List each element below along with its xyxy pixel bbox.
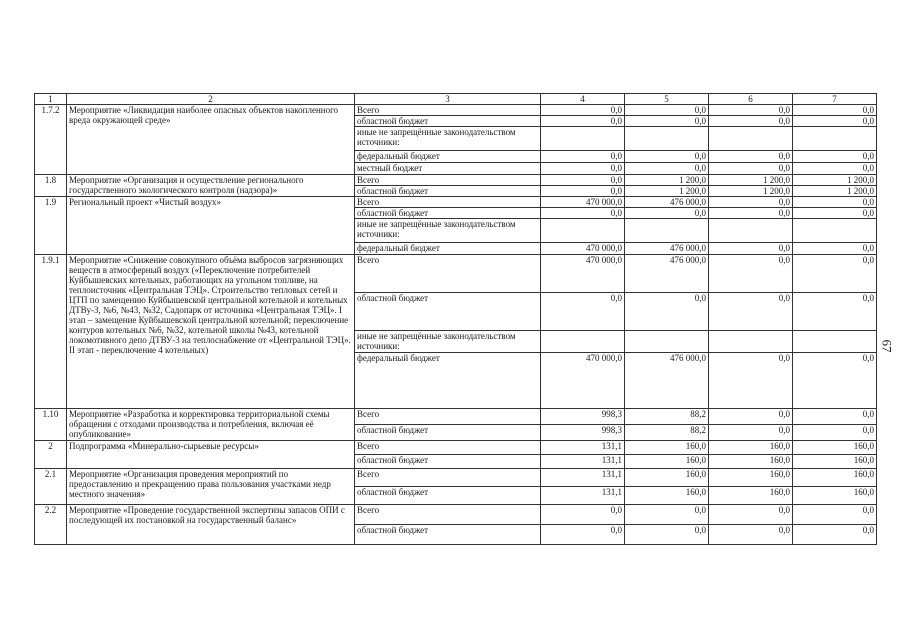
amount-cell: 476 000,0	[625, 255, 709, 293]
amount-cell: 160,0	[793, 469, 877, 487]
amount-cell: 0,0	[709, 409, 793, 425]
amount-cell: 0,0	[709, 425, 793, 441]
item-number: 1.8	[35, 175, 67, 197]
item-name: Мероприятие «Разработка и корректировка территориальной схемы обращения с отходами производства и потребления, включая её опубликование»	[67, 409, 355, 441]
amount-cell: 1 200,0	[625, 186, 709, 197]
amount-cell: 0,0	[793, 151, 877, 163]
amount-cell: 0,0	[625, 116, 709, 127]
amount-cell: 0,0	[541, 186, 625, 197]
header-cell: 6	[709, 94, 793, 105]
item-name: Мероприятие «Ликвидация наиболее опасных объектов накопленного вреда окружающей среде»	[67, 105, 355, 175]
amount-cell: 0,0	[709, 151, 793, 163]
amount-cell: 0,0	[793, 243, 877, 255]
funding-source: областной бюджет	[355, 208, 541, 219]
amount-cell: 0,0	[793, 505, 877, 525]
amount-cell: 160,0	[625, 487, 709, 505]
amount-cell: 1 200,0	[793, 186, 877, 197]
amount-cell: 470 000,0	[541, 255, 625, 293]
amount-cell: 160,0	[793, 487, 877, 505]
amount-cell: 998,3	[541, 409, 625, 425]
amount-cell: 1 200,0	[709, 175, 793, 186]
amount-cell: 0,0	[793, 293, 877, 331]
funding-source: федеральный бюджет	[355, 353, 541, 409]
funding-source: федеральный бюджет	[355, 243, 541, 255]
amount-cell: 160,0	[709, 441, 793, 455]
item-name: Мероприятие «Организация и осуществление регионального государственного экологического контроля (надзора)»	[67, 175, 355, 197]
amount-cell: 160,0	[625, 441, 709, 455]
amount-cell: 160,0	[625, 469, 709, 487]
funding-source: Всего	[355, 505, 541, 525]
item-name: Мероприятие «Снижение совокупного объёма выбросов загрязняющих веществ в атмосферный воздух («Переключение потребителей Куйбышевских котельных, работающих на угольном топливе, на теплоисточник «Центральная ТЭЦ». Строительство тепловых сетей и ЦТП по замещению Куйбышевской центральной котельной и котельных ДТВу-3, №6, №43, №32, Садопарк от источника «Центральная ТЭЦ». I этап – замещение Куйбышевской центральной котельной; переключение контуров котельных №6, №32, котельной школы №43, котельной локомотивного депо ДТВУ-3 на теплоснабжение от «Центральной ТЭЦ». II этап - переключение 4 котельных)	[67, 255, 355, 409]
amount-cell: 998,3	[541, 425, 625, 441]
item-number: 1.9.1	[35, 255, 67, 409]
funding-source: областной бюджет	[355, 186, 541, 197]
amount-cell	[793, 219, 877, 243]
funding-source: областной бюджет	[355, 116, 541, 127]
funding-source: Всего	[355, 175, 541, 186]
amount-cell: 0,0	[709, 243, 793, 255]
amount-cell: 0,0	[625, 208, 709, 219]
amount-cell: 131,1	[541, 469, 625, 487]
amount-cell: 131,1	[541, 455, 625, 469]
amount-cell: 131,1	[541, 487, 625, 505]
header-cell: 2	[67, 94, 355, 105]
funding-source: областной бюджет	[355, 293, 541, 331]
item-number: 2.2	[35, 505, 67, 545]
amount-cell: 0,0	[709, 293, 793, 331]
table-row	[35, 469, 877, 487]
amount-cell	[709, 331, 793, 353]
amount-cell: 1 200,0	[793, 175, 877, 186]
amount-cell: 0,0	[709, 208, 793, 219]
amount-cell: 0,0	[709, 353, 793, 409]
amount-cell: 0,0	[709, 197, 793, 208]
amount-cell: 0,0	[541, 116, 625, 127]
header-cell: 1	[35, 94, 67, 105]
amount-cell: 0,0	[625, 505, 709, 525]
amount-cell: 160,0	[709, 487, 793, 505]
amount-cell: 0,0	[541, 175, 625, 186]
amount-cell: 1 200,0	[709, 186, 793, 197]
amount-cell: 88,2	[625, 425, 709, 441]
amount-cell: 0,0	[793, 409, 877, 425]
funding-source: Всего	[355, 105, 541, 116]
header-cell: 5	[625, 94, 709, 105]
amount-cell: 0,0	[541, 151, 625, 163]
amount-cell: 0,0	[793, 353, 877, 409]
amount-cell	[541, 127, 625, 151]
amount-cell: 0,0	[709, 163, 793, 175]
header-row	[35, 94, 877, 105]
table-row	[35, 105, 877, 116]
amount-cell: 88,2	[625, 409, 709, 425]
amount-cell: 0,0	[625, 293, 709, 331]
table-row	[35, 441, 877, 455]
funding-source: областной бюджет	[355, 425, 541, 441]
page-number: 67	[879, 339, 895, 353]
budget-table	[34, 93, 877, 545]
amount-cell: 0,0	[793, 255, 877, 293]
table-row	[35, 197, 877, 208]
amount-cell: 476 000,0	[625, 197, 709, 208]
funding-source: иные не запрещённые законодательством источники:	[355, 331, 541, 353]
amount-cell	[709, 219, 793, 243]
amount-cell: 0,0	[709, 505, 793, 525]
amount-cell: 0,0	[709, 105, 793, 116]
amount-cell: 0,0	[793, 525, 877, 545]
amount-cell	[625, 331, 709, 353]
amount-cell: 0,0	[793, 116, 877, 127]
amount-cell: 0,0	[709, 255, 793, 293]
amount-cell: 0,0	[541, 163, 625, 175]
amount-cell: 160,0	[793, 455, 877, 469]
item-number: 1.10	[35, 409, 67, 441]
item-number: 1.9	[35, 197, 67, 255]
funding-source: Всего	[355, 441, 541, 455]
funding-source: Всего	[355, 409, 541, 425]
amount-cell: 160,0	[625, 455, 709, 469]
amount-cell: 470 000,0	[541, 197, 625, 208]
amount-cell	[541, 331, 625, 353]
amount-cell: 0,0	[541, 105, 625, 116]
table-row	[35, 255, 877, 293]
amount-cell	[793, 127, 877, 151]
amount-cell: 160,0	[793, 441, 877, 455]
table-body	[35, 105, 877, 545]
amount-cell: 0,0	[793, 105, 877, 116]
amount-cell: 131,1	[541, 441, 625, 455]
amount-cell: 1 200,0	[625, 175, 709, 186]
funding-source: областной бюджет	[355, 525, 541, 545]
amount-cell: 0,0	[793, 163, 877, 175]
amount-cell: 476 000,0	[625, 243, 709, 255]
amount-cell: 0,0	[793, 425, 877, 441]
amount-cell	[541, 219, 625, 243]
amount-cell: 0,0	[541, 208, 625, 219]
amount-cell: 0,0	[793, 197, 877, 208]
item-name: Мероприятие «Проведение государственной экспертизы запасов ОПИ с последующей их постановкой на государственный баланс»	[67, 505, 355, 545]
amount-cell	[793, 331, 877, 353]
amount-cell: 470 000,0	[541, 353, 625, 409]
amount-cell: 0,0	[625, 105, 709, 116]
table-row	[35, 175, 877, 186]
funding-source: иные не запрещённые законодательством источники:	[355, 219, 541, 243]
amount-cell: 160,0	[709, 455, 793, 469]
amount-cell: 0,0	[793, 208, 877, 219]
table-row	[35, 505, 877, 525]
item-number: 2	[35, 441, 67, 469]
amount-cell: 0,0	[541, 293, 625, 331]
funding-source: Всего	[355, 469, 541, 487]
amount-cell: 0,0	[625, 151, 709, 163]
table-row	[35, 409, 877, 425]
item-number: 1.7.2	[35, 105, 67, 175]
item-name: Региональный проект «Чистый воздух»	[67, 197, 355, 255]
amount-cell: 0,0	[625, 525, 709, 545]
amount-cell	[625, 127, 709, 151]
funding-source: областной бюджет	[355, 455, 541, 469]
amount-cell: 476 000,0	[625, 353, 709, 409]
item-name: Подпрограмма «Минерально-сырьевые ресурсы»	[67, 441, 355, 469]
funding-source: Всего	[355, 255, 541, 293]
item-name: Мероприятие «Организация проведения мероприятий по предоставлению и прекращению права пользования участками недр местного значения»	[67, 469, 355, 505]
amount-cell: 470 000,0	[541, 243, 625, 255]
amount-cell: 160,0	[709, 469, 793, 487]
item-number: 2.1	[35, 469, 67, 505]
funding-source: федеральный бюджет	[355, 151, 541, 163]
funding-source: иные не запрещённые законодательством источники:	[355, 127, 541, 151]
funding-source: областной бюджет	[355, 487, 541, 505]
amount-cell: 0,0	[625, 163, 709, 175]
header-cell: 3	[355, 94, 541, 105]
amount-cell: 0,0	[709, 525, 793, 545]
amount-cell: 0,0	[541, 505, 625, 525]
header-cell: 7	[793, 94, 877, 105]
amount-cell: 0,0	[709, 116, 793, 127]
header-cell: 4	[541, 94, 625, 105]
amount-cell	[625, 219, 709, 243]
amount-cell	[709, 127, 793, 151]
funding-source: Всего	[355, 197, 541, 208]
funding-source: местный бюджет	[355, 163, 541, 175]
amount-cell: 0,0	[541, 525, 625, 545]
